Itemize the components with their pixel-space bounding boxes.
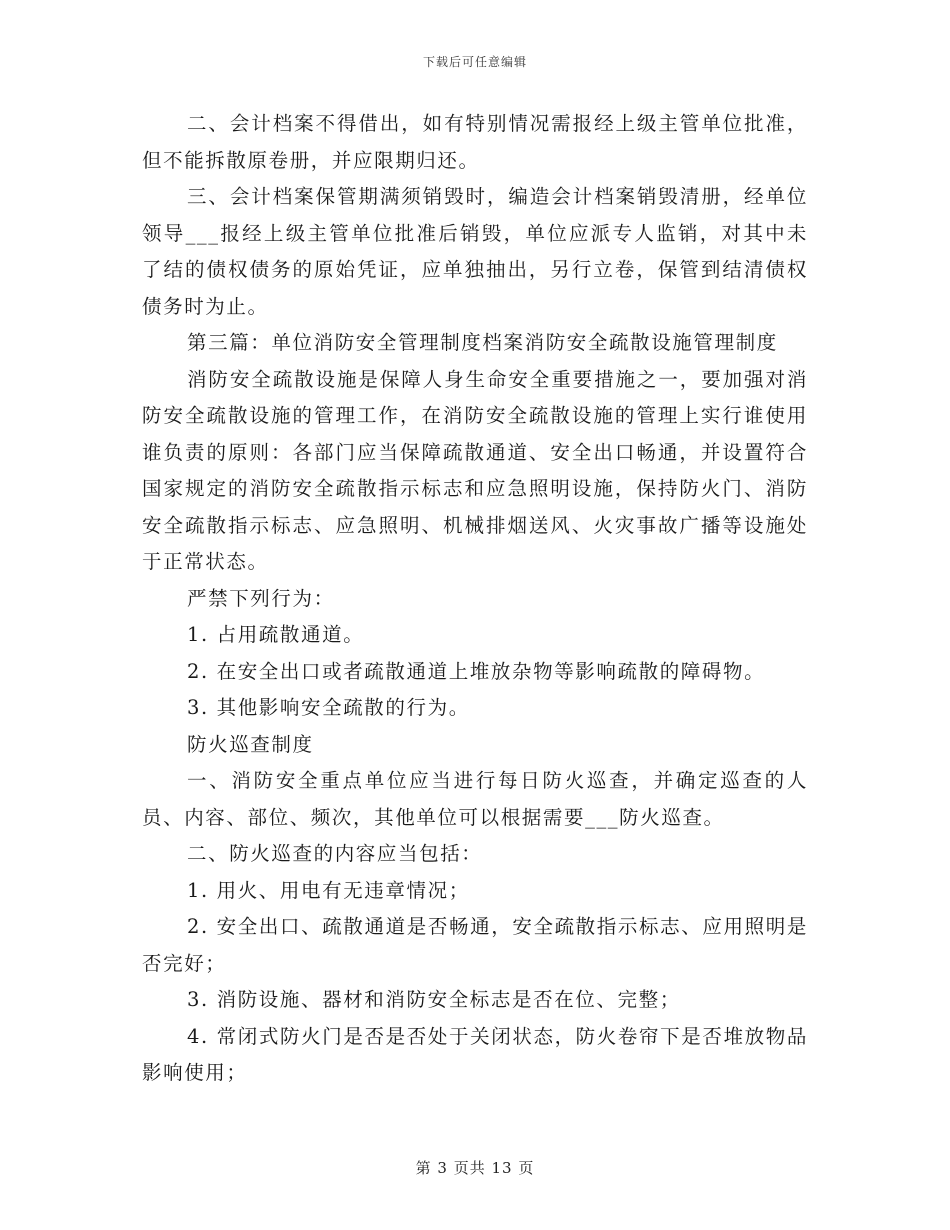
- paragraph: 消防安全疏散设施是保障人身生命安全重要措施之一，要加强对消防安全疏散设施的管理工作，在消防安全疏散设施的管理上实行谁使用谁负责的原则：各部门应当保障疏散通道、安全出口畅通，并设置符合国家规定的消防安全疏散指示标志和应急照明设施，保持防火门、消防安全疏散指示标志、应急照明、机械排烟送风、火灾事故广播等设施处于正常状态。: [142, 367, 808, 573]
- section-title: 第三篇：单位消防安全管理制度档案消防安全疏散设施管理制度: [187, 331, 778, 354]
- list-item: 2. 在安全出口或者疏散通道上堆放杂物等影响疏散的障碍物。: [187, 659, 766, 683]
- paragraph: 三、会计档案保管期满须销毁时，编造会计档案销毁清册，经单位领导___报经上级主管单位批准后销毁，单位应派专人监销，对其中未了结的债权债务的原始凭证，应单独抽出，另行立卷，保管到结清债权债务时为止。: [142, 185, 808, 318]
- document-body: [142, 106, 808, 1092]
- list-item: 1. 用火、用电有无违章情况；: [187, 878, 470, 902]
- page-header: 下载后可任意编辑: [422, 55, 527, 69]
- paragraph: 一、消防安全重点单位应当进行每日防火巡查，并确定巡查的人员、内容、部位、频次，其他单位可以根据需要___防火巡查。: [142, 769, 808, 829]
- page-number: 第 3 页共 13 页: [415, 1159, 535, 1177]
- list-item: 1. 占用疏散通道。: [187, 623, 365, 646]
- subsection-title: 防火巡查制度: [187, 732, 314, 756]
- list-item: 2. 安全出口、疏散通道是否畅通，安全疏散指示标志、应用照明是否完好；: [142, 915, 808, 975]
- paragraph: 二、防火巡查的内容应当包括：: [187, 842, 483, 865]
- list-item: 3. 其他影响安全疏散的行为。: [187, 696, 470, 719]
- paragraph: 严禁下列行为：: [187, 586, 335, 610]
- list-item: 4. 常闭式防火门是否是否处于关闭状态，防火卷帘下是否堆放物品影响使用；: [142, 1024, 808, 1084]
- paragraph: 二、会计档案不得借出，如有特别情况需报经上级主管单位批准，但不能拆散原卷册，并应限期归还。: [142, 112, 808, 172]
- list-item: 3. 消防设施、器材和消防安全标志是否在位、完整；: [187, 988, 681, 1011]
